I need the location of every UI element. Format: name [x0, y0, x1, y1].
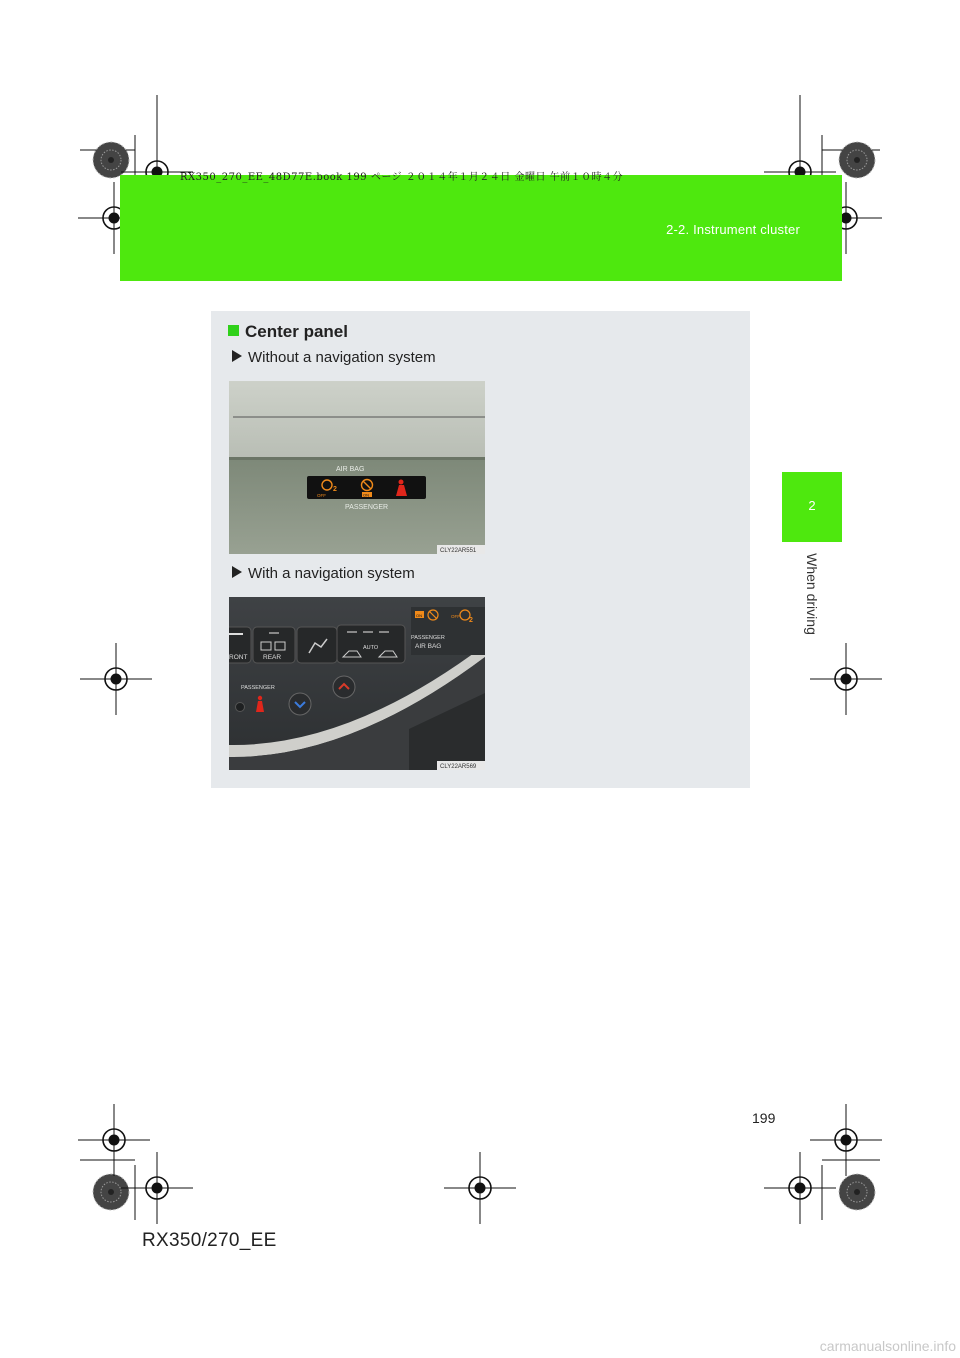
crosshair-mark: [78, 1104, 150, 1176]
model-code: RX350/270_EE: [142, 1230, 277, 1251]
svg-text:2: 2: [333, 486, 337, 493]
center-panel-image-with-navigation: [229, 597, 485, 770]
front-defrost-label: RONT: [229, 654, 248, 661]
heading-text: Center panel: [245, 322, 348, 341]
watermark: carmanualsonline.info: [819, 1338, 956, 1354]
section-title: 2-2. Instrument cluster: [666, 222, 800, 237]
square-bullet-icon: [228, 325, 239, 336]
crosshair-mark: [810, 1104, 882, 1176]
air-bag-label: AIR BAG: [415, 643, 442, 650]
triangle-bullet-icon: [232, 566, 242, 578]
crosshair-mark: [121, 1152, 193, 1224]
temperature-up-button: [333, 676, 355, 698]
section-heading: [228, 322, 348, 342]
chapter-number: 2: [808, 498, 816, 513]
center-panel-image-without-navigation: [229, 381, 485, 554]
auto-label: AUTO: [363, 645, 379, 651]
book-file-info: RX350_270_EE_48D77E.book 199 ページ ２０１４年１月２４日 金曜日 午前１０時４分: [180, 172, 624, 183]
caption-with-navigation: With a navigation system: [232, 565, 415, 582]
temperature-down-button: [289, 693, 311, 715]
crosshair-mark: [80, 643, 152, 715]
image-code: CLY22AR569: [440, 764, 477, 770]
rear-label: REAR: [263, 654, 282, 661]
sunburst-mark-top-right: [839, 142, 875, 178]
sunburst-mark-top-left: [93, 142, 129, 178]
svg-text:OFF: OFF: [317, 493, 326, 498]
image-code: CLY22AR551: [440, 548, 477, 554]
svg-text:2: 2: [469, 617, 473, 624]
caption-without-navigation: Without a navigation system: [232, 349, 436, 366]
passenger-label: PASSENGER: [411, 635, 445, 641]
svg-text:ON: ON: [363, 492, 369, 498]
passenger-seatbelt-label: PASSENGER: [241, 685, 275, 691]
crosshair-mark: [810, 643, 882, 715]
passenger-label: PASSENGER: [345, 504, 389, 511]
sunburst-mark-bottom-left: [93, 1174, 129, 1210]
crosshair-mark: [444, 1152, 516, 1224]
air-bag-label: AIR BAG: [336, 466, 365, 473]
crosshair-mark: [764, 1152, 836, 1224]
chapter-label: When driving: [804, 553, 820, 635]
triangle-bullet-icon: [232, 350, 242, 362]
svg-text:ON: ON: [416, 613, 422, 618]
svg-text:OFF: OFF: [451, 614, 460, 619]
sunburst-mark-bottom-right: [839, 1174, 875, 1210]
chapter-tab: [782, 472, 842, 542]
page-number: 199: [752, 1110, 776, 1126]
